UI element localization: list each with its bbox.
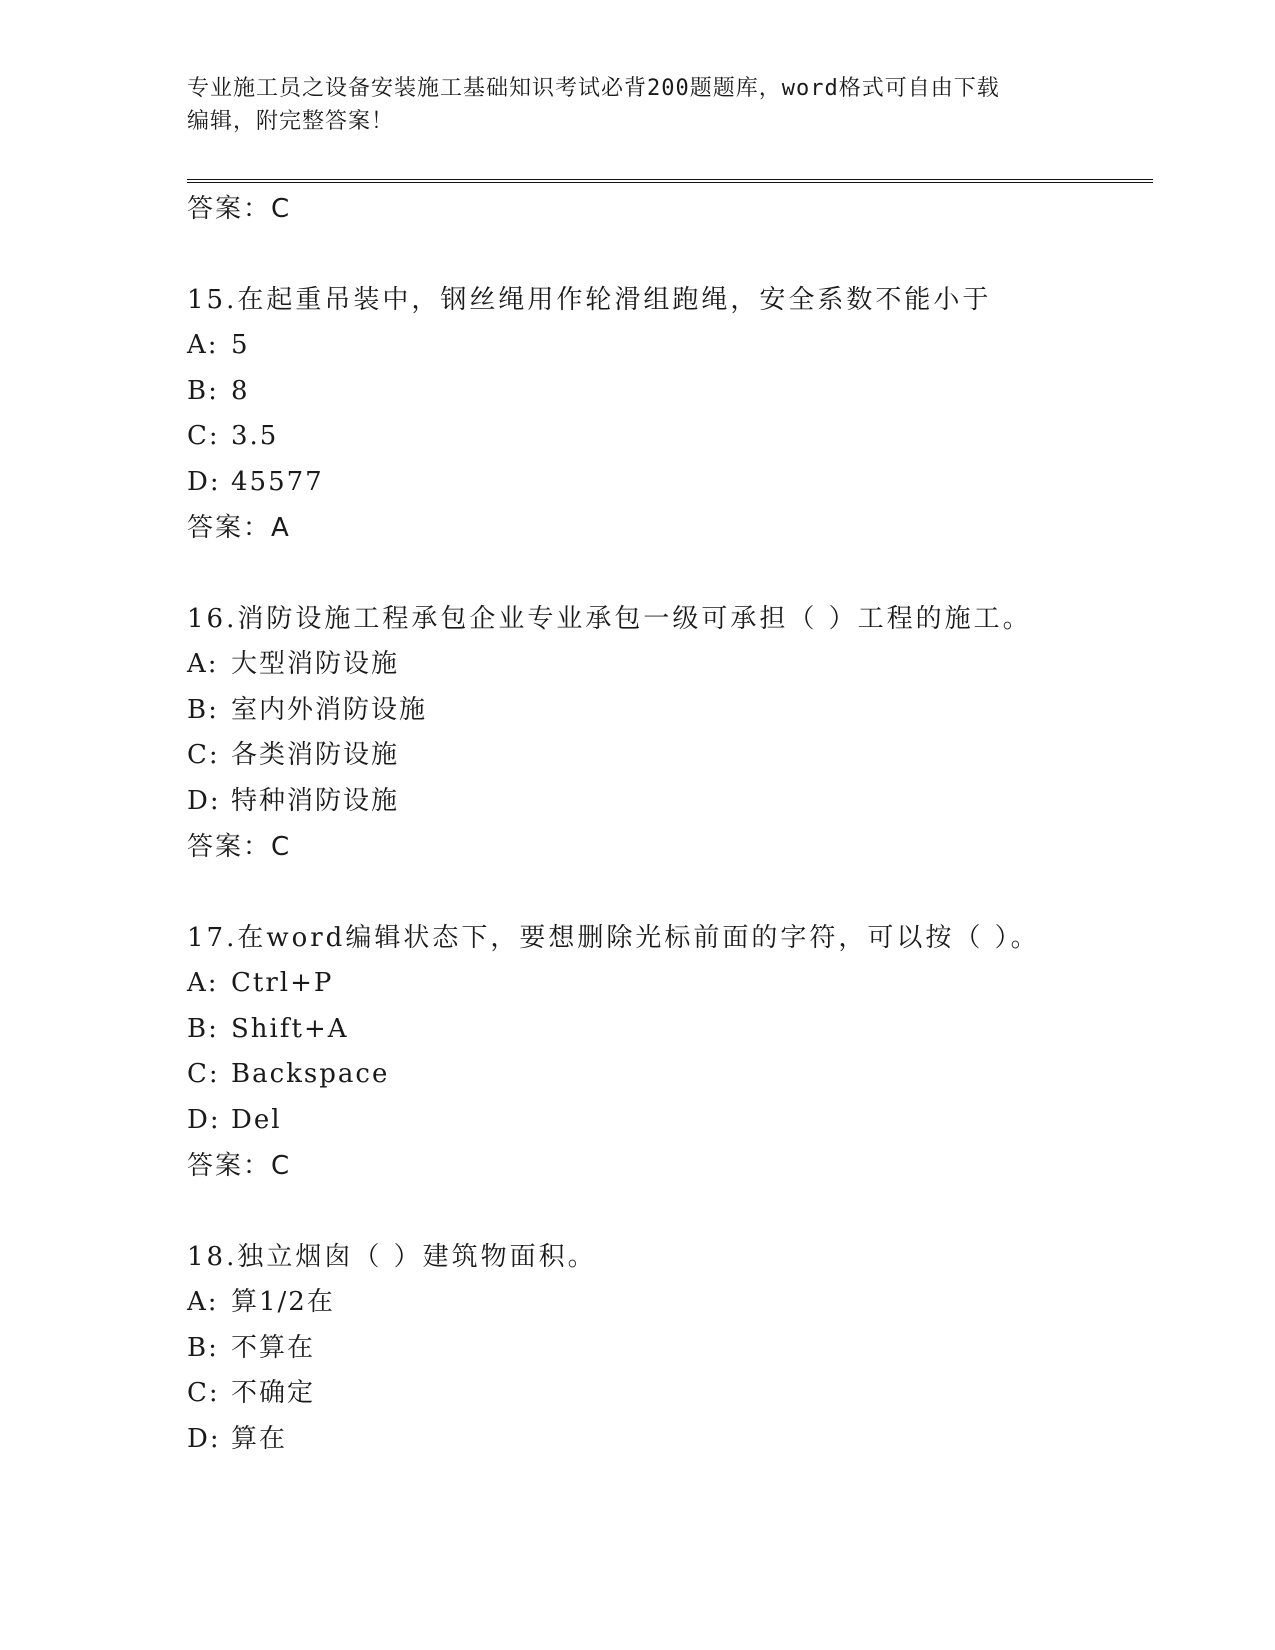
option-d: D: Del <box>187 1104 282 1135</box>
header-line-1: 专业施工员之设备安装施工基础知识考试必背200题题库，word格式可自由下载 <box>187 76 1000 101</box>
option-d: D: 算在 <box>187 1423 288 1454</box>
option-b: B: 室内外消防设施 <box>187 694 428 725</box>
answer: 答案：A <box>187 513 291 543</box>
option-b: B: 8 <box>187 375 250 406</box>
option-a: A: 大型消防设施 <box>187 649 400 679</box>
question-list <box>187 186 1147 1462</box>
option-b: B: 不算在 <box>187 1332 316 1363</box>
option-d: D: 45577 <box>187 466 324 497</box>
page-header <box>187 72 1087 138</box>
option-c: C: 各类消防设施 <box>187 740 400 770</box>
header-line-2: 编辑，附完整答案！ <box>187 109 395 134</box>
option-c: C: Backspace <box>187 1059 390 1089</box>
question-stem: 16.消防设施工程承包企业专业承包一级可承担（ ）工程的施工。 <box>187 604 1032 634</box>
option-a: A: Ctrl+P <box>187 968 334 998</box>
option-d: D: 特种消防设施 <box>187 785 400 816</box>
option-c: C: 3.5 <box>187 421 279 451</box>
question-stem: 18.独立烟囱（ ）建筑物面积。 <box>187 1242 597 1272</box>
previous-answer: 答案：C <box>187 194 292 224</box>
question-stem: 15.在起重吊装中，钢丝绳用作轮滑组跑绳，安全系数不能小于 <box>187 285 992 315</box>
option-b: B: Shift+A <box>187 1013 349 1044</box>
question-block <box>187 277 1147 551</box>
question-block <box>187 915 1147 1189</box>
option-c: C: 不确定 <box>187 1378 316 1408</box>
question-stem: 17.在word编辑状态下，要想删除光标前面的字符，可以按（ ）。 <box>187 923 1040 953</box>
question-block <box>187 1234 1147 1462</box>
option-a: A: 5 <box>187 330 250 360</box>
question-block <box>187 596 1147 870</box>
option-a: A: 算1/2在 <box>187 1287 335 1317</box>
answer: 答案：C <box>187 832 292 862</box>
answer: 答案：C <box>187 1151 292 1181</box>
header-divider <box>187 179 1153 183</box>
